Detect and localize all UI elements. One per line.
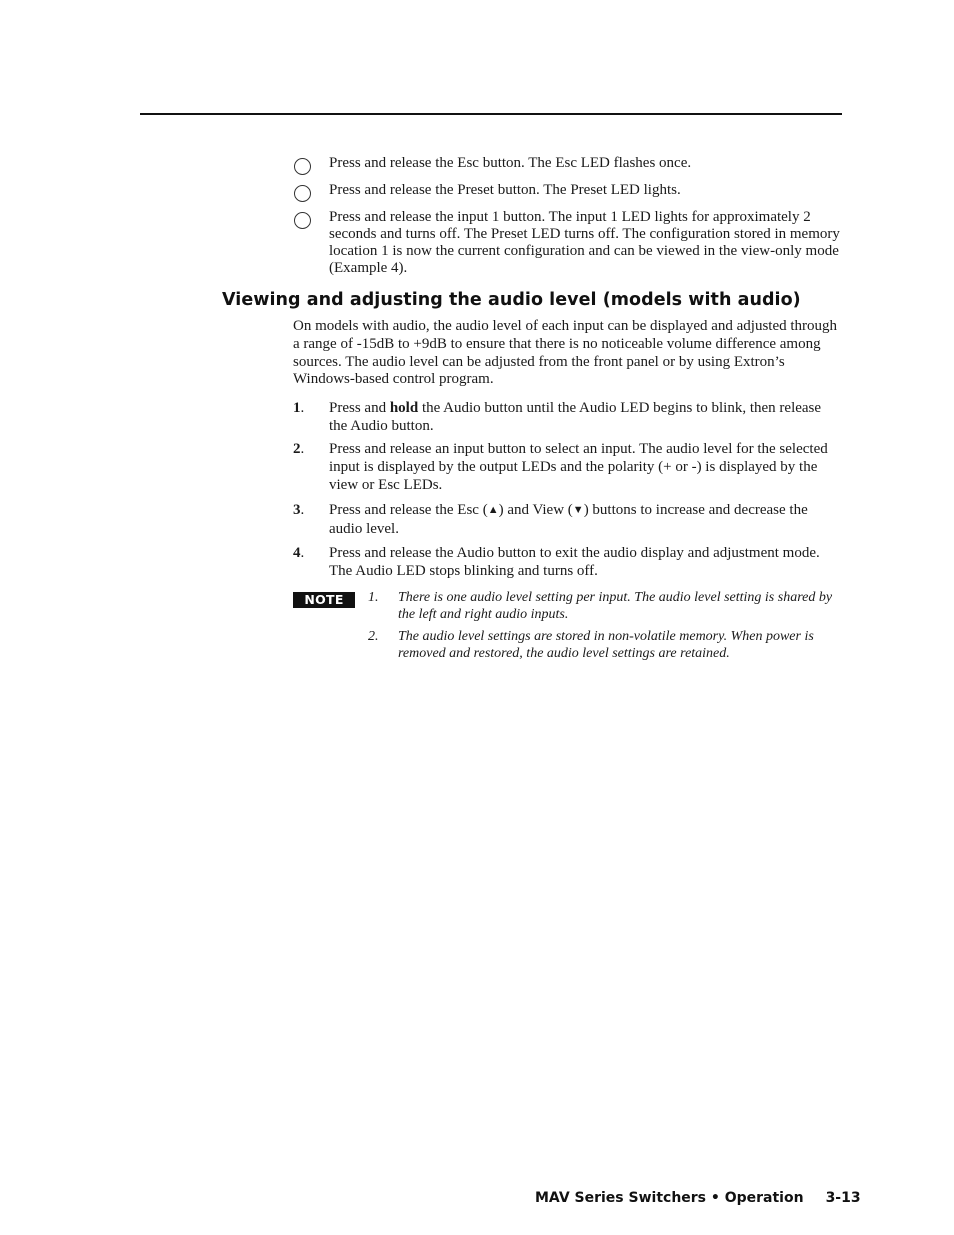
circle-step xyxy=(293,182,841,199)
numbered-step xyxy=(293,441,841,494)
circle-step-text: Press and release the Esc button. The Esc LED flashes once. xyxy=(329,155,692,171)
note-item xyxy=(368,589,838,623)
note-badge: NOTE xyxy=(293,592,355,608)
numbered-step xyxy=(293,502,841,539)
step-number: 2. xyxy=(293,441,305,457)
step-number: 4. xyxy=(293,545,305,561)
circle-step xyxy=(293,155,841,172)
note-text: The audio level settings are stored in non-volatile memory. When power is removed and restored, the audio level settings are retained. xyxy=(398,629,814,661)
step-circle-icon xyxy=(294,212,311,229)
numbered-step xyxy=(293,400,841,436)
circle-step-text: Press and release the input 1 button. The input 1 LED lights for approximately 2 seconds and turns off. The Preset LED turns off. The configuration stored in memory location 1 is now the current configuration and can be viewed in the view-only mode (Example 4). xyxy=(329,209,840,276)
note-text: There is one audio level setting per input. The audio level setting is shared by the left and right audio inputs. xyxy=(398,590,833,622)
note-number: 1. xyxy=(368,590,379,605)
step-text: Press and release an input button to select an input. The audio level for the selected input is displayed by the output LEDs and the polarity (+ or -) is displayed by the view or Esc LEDs. xyxy=(329,441,828,493)
numbered-step xyxy=(293,545,841,581)
emphasis-hold: hold xyxy=(389,400,419,416)
circle-step xyxy=(293,209,841,277)
section-heading: Viewing and adjusting the audio level (models with audio) xyxy=(222,290,801,310)
step-text: Press and release the Esc (▲) and View (▼) buttons to increase and decrease the audio level. xyxy=(329,502,808,537)
step-number: 3. xyxy=(293,502,305,518)
up-triangle-icon: ▲ xyxy=(487,504,499,516)
step-circle-icon xyxy=(294,185,311,202)
circle-step-text: Press and release the Preset button. The Preset LED lights. xyxy=(329,182,681,198)
step-text: Press and release the Audio button to exit the audio display and adjustment mode. The Audio LED stops blinking and turns off. xyxy=(329,545,820,579)
step-text: Press and hold the Audio button until the Audio LED begins to blink, then release the Audio button. xyxy=(329,400,822,434)
step-circle-icon xyxy=(294,158,311,175)
note-item xyxy=(368,628,838,662)
footer-title: MAV Series Switchers • Operation xyxy=(535,1190,804,1206)
header-rule xyxy=(140,113,842,115)
down-triangle-icon: ▼ xyxy=(572,504,584,516)
page-number: 3-13 xyxy=(825,1190,861,1206)
intro-paragraph: On models with audio, the audio level of each input can be displayed and adjusted through a range of -15dB to +9dB to ensure that there is no noticeable volume difference among sources. The audio level can be adjusted from the front panel or by using Extron’s Windows-based control program. xyxy=(293,318,838,388)
page-footer xyxy=(535,1190,861,1206)
step-number: 1. xyxy=(293,400,305,416)
note-number: 2. xyxy=(368,629,379,644)
